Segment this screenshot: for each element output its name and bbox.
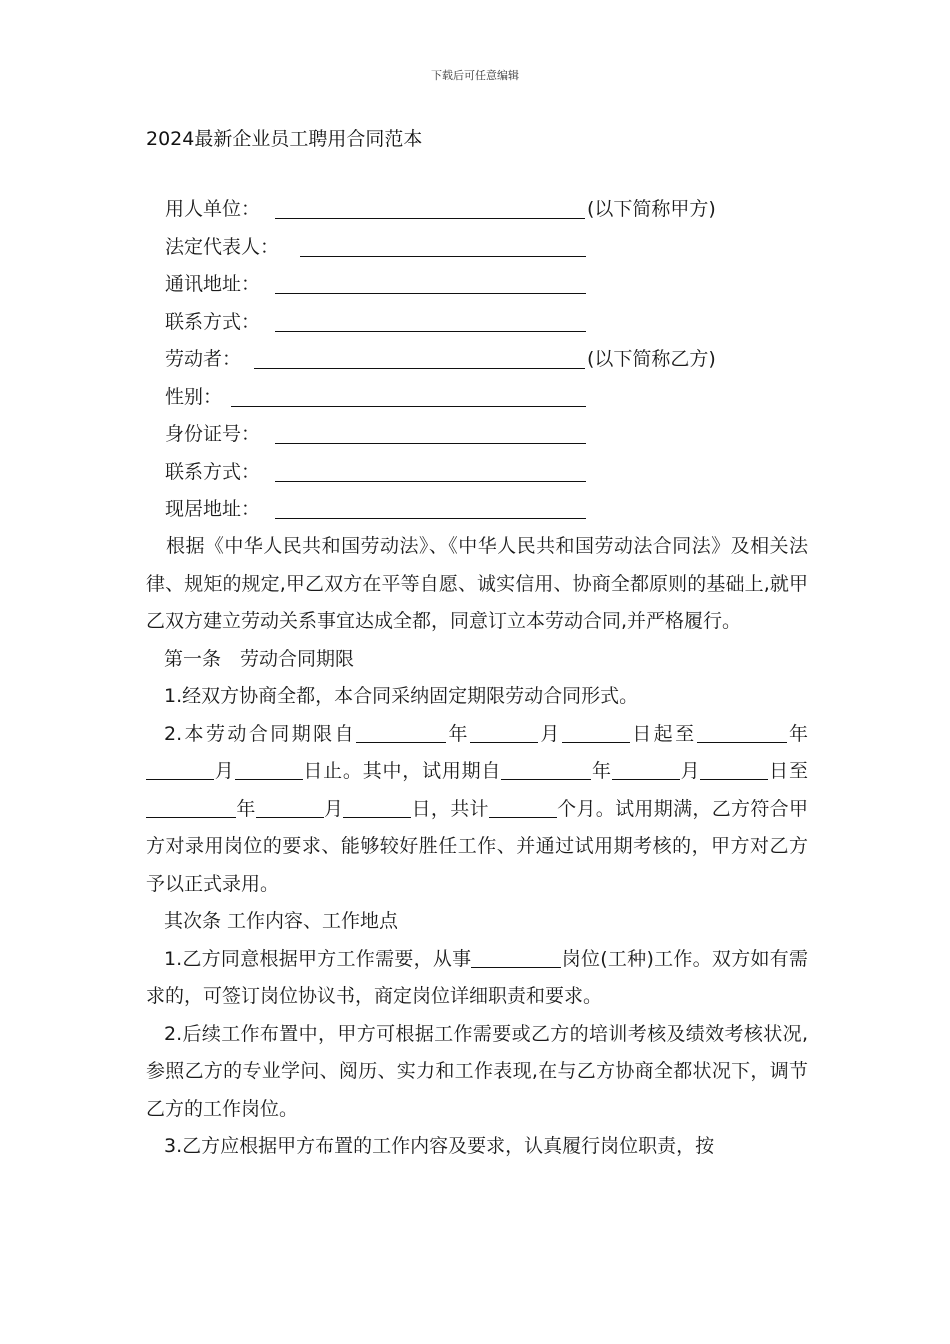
- field-suffix: (以下简称乙方): [587, 348, 716, 370]
- text-span: 年: [786, 722, 808, 745]
- field-current-address: [146, 494, 811, 532]
- blank-line[interactable]: [231, 406, 586, 407]
- text-span: 1.乙方同意根据甲方工作需要，从事: [164, 947, 472, 970]
- blank-line[interactable]: [275, 443, 586, 444]
- article-2-heading: 其次条 工作内容、工作地点: [164, 910, 399, 932]
- field-legal-rep: [146, 232, 811, 270]
- preamble-paragraph: 根据《中华人民共和国劳动法》、《中华人民共和国劳动法合同法》及相关法律、规矩的规定,甲乙双方在平等自愿、诚实信用、协商全都原则的基础上,就甲乙双方建立劳动关系事宜达成全都，同意订立本劳动合同,并严格履行。: [146, 535, 808, 632]
- text-span: 个月。试用期满，乙方符合甲方对录用岗位的要求、能够较好胜任工作、并通过试用期考核的，甲方对乙方予以正式录用。: [146, 797, 808, 895]
- blank-year[interactable]: [697, 720, 787, 743]
- article-2-item-1: [146, 941, 808, 1016]
- field-label: 法定代表人：: [165, 235, 280, 258]
- blank-month[interactable]: [470, 720, 538, 743]
- blank-month[interactable]: [146, 757, 214, 780]
- blank-line[interactable]: [275, 518, 586, 519]
- text-span: 日起至: [629, 722, 697, 745]
- article-1-item-2: [146, 716, 808, 904]
- field-label: 用人单位：: [165, 198, 261, 220]
- document-title: 2024最新企业员工聘用合同范本: [146, 128, 423, 150]
- field-label: 联系方式：: [165, 460, 261, 483]
- blank-line[interactable]: [300, 256, 586, 257]
- blank-position[interactable]: [471, 945, 561, 968]
- field-employer: [146, 194, 811, 232]
- field-id-number: [146, 419, 811, 457]
- text-span: 年: [446, 722, 470, 745]
- field-label: 身份证号：: [165, 423, 261, 445]
- field-label: 现居地址：: [165, 498, 261, 520]
- blank-year[interactable]: [356, 720, 446, 743]
- field-suffix: (以下简称甲方): [587, 198, 716, 220]
- text-span: 月: [679, 760, 701, 782]
- field-worker: [146, 344, 811, 382]
- text-span: 月: [214, 760, 235, 782]
- text-span: 月: [537, 722, 562, 745]
- text-span: 年: [236, 797, 256, 820]
- field-label: 性别：: [165, 385, 223, 408]
- field-label: 劳动者：: [165, 348, 242, 370]
- blank-line[interactable]: [254, 368, 585, 369]
- blank-line[interactable]: [275, 293, 586, 294]
- blank-line[interactable]: [275, 481, 586, 482]
- text-span: 月: [323, 797, 344, 820]
- text-span: 年: [591, 760, 612, 782]
- blank-line[interactable]: [275, 331, 586, 332]
- field-employer-contact: [146, 307, 811, 345]
- blank-year[interactable]: [146, 795, 236, 818]
- field-mail-address: [146, 269, 811, 307]
- text-span: 日，共计: [411, 797, 489, 820]
- blank-month[interactable]: [256, 795, 324, 818]
- field-label: 通讯地址：: [165, 273, 261, 295]
- text-span: 日至: [768, 760, 808, 782]
- article-2-item-3: 3.乙方应根据甲方布置的工作内容及要求，认真履行岗位职责，按: [164, 1135, 715, 1157]
- text-span: 日止。其中，试用期自: [302, 760, 502, 782]
- blank-line[interactable]: [275, 218, 585, 219]
- article-2-item-2: 2.后续工作布置中，甲方可根据工作需要或乙方的培训考核及绩效考核状况,参照乙方的专业学问、阅历、实力和工作表现,在与乙方协商全都状况下，调节乙方的工作岗位。: [146, 1022, 808, 1120]
- blank-day[interactable]: [235, 757, 303, 780]
- blank-months[interactable]: [489, 795, 557, 818]
- text-span: 2.本劳动合同期限自: [164, 722, 357, 745]
- field-gender: [146, 382, 811, 420]
- field-worker-contact: [146, 457, 811, 495]
- blank-month[interactable]: [612, 757, 680, 780]
- blank-year[interactable]: [501, 757, 591, 780]
- article-1-item-1: 1.经双方协商全都，本合同采纳固定期限劳动合同形式。: [164, 685, 639, 707]
- party-info-fields: [146, 194, 811, 532]
- blank-day[interactable]: [343, 795, 411, 818]
- blank-day[interactable]: [700, 757, 768, 780]
- header-note: 下载后可任意编辑: [431, 69, 519, 82]
- article-1-heading: 第一条 劳动合同期限: [164, 647, 355, 670]
- blank-day[interactable]: [562, 720, 630, 743]
- field-label: 联系方式：: [165, 310, 261, 333]
- contract-body: [146, 528, 808, 1166]
- text-span: 岗位(工种)工作。双方如有需求的，可签订岗位协议书，商定岗位详细职责和要求。: [146, 947, 808, 1007]
